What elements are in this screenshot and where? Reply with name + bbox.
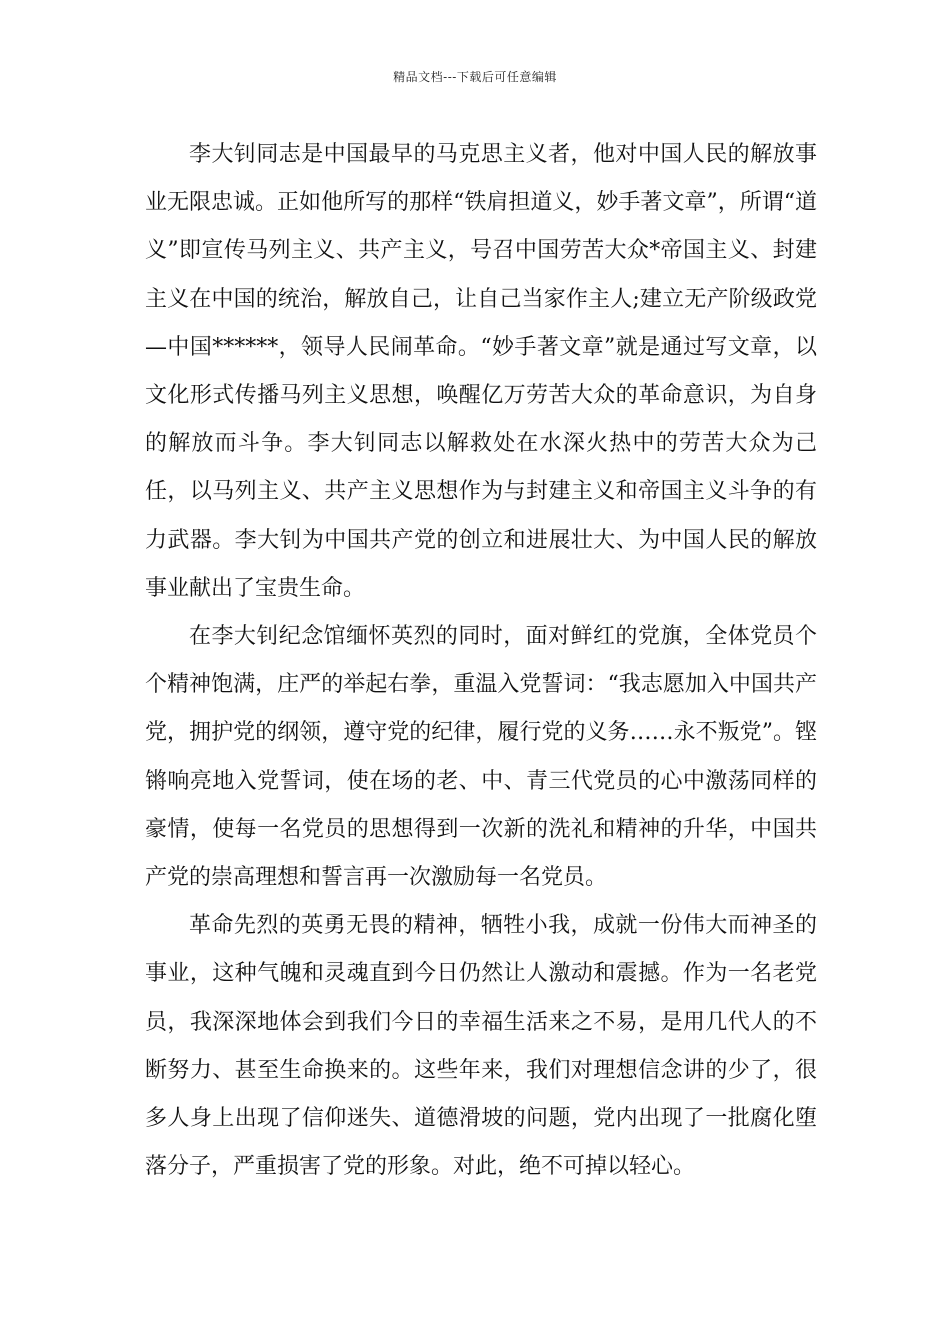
paragraph-1: 李大钊同志是中国最早的马克思主义者，他对中国人民的解放事业无限忠诚。正如他所写的那样“铁肩担道义，妙手著文章”，所谓“道义”即宣传马列主义、共产主义，号召中国劳苦大众*帝国主义、封建主义在中国的统治，解放自己，让自己当家作主人;建立无产阶级政党—中国******，领导人民闹革命。“妙手著文章”就是通过写文章，以文化形式传播马列主义思想，唤醒亿万劳苦大众的革命意识，为自身的解放而斗争。李大钊同志以解救处在水深火热中的劳苦大众为己任，以马列主义、共产主义思想作为与封建主义和帝国主义斗争的有力武器。李大钊为中国共产党的创立和进展壮大、为中国人民的解放事业献出了宝贵生命。 bbox=[145, 142, 817, 601]
document-body bbox=[145, 131, 817, 1191]
paragraph-2: 在李大钊纪念馆缅怀英烈的同时，面对鲜红的党旗，全体党员个个精神饱满，庄严的举起右拳，重温入党誓词：“我志愿加入中国共产党，拥护党的纲领，遵守党的纪律，履行党的义务……永不叛党”。铿锵响亮地入党誓词，使在场的老、中、青三代党员的心中激荡同样的豪情，使每一名党员的思想得到一次新的洗礼和精神的升华，中国共产党的崇高理想和誓言再一次激励每一名党员。 bbox=[145, 624, 817, 891]
paragraph-3: 革命先烈的英勇无畏的精神，牺牲小我，成就一份伟大而神圣的事业，这种气魄和灵魂直到今日仍然让人激动和震撼。作为一名老党员，我深深地体会到我们今日的幸福生活来之不易，是用几代人的不断努力、甚至生命换来的。这些年来，我们对理想信念讲的少了，很多人身上出现了信仰迷失、道德滑坡的问题，党内出现了一批腐化堕落分子，严重损害了党的形象。对此，绝不可掉以轻心。 bbox=[145, 913, 817, 1180]
page-header: 精品文档---下载后可任意编辑 bbox=[393, 70, 557, 84]
